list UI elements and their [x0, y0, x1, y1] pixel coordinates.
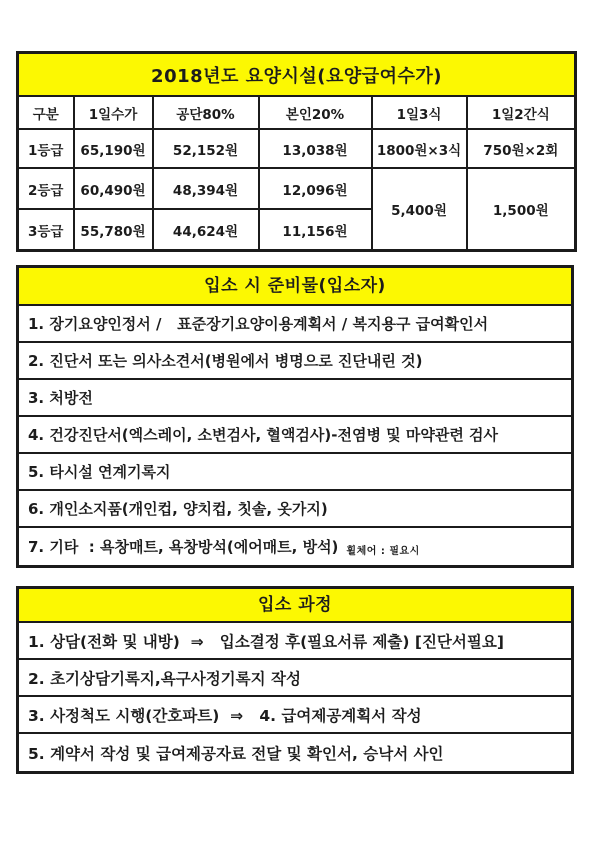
col-header-corp80: 공단80%	[153, 96, 259, 129]
wheelchair-note: 휠체어 : 필요시	[346, 546, 420, 557]
fee-row-grade2	[18, 168, 576, 209]
merged-meals-cell: 5,400원	[372, 168, 467, 251]
preparation-item-7	[19, 528, 571, 565]
preparation-item-1	[19, 306, 571, 343]
grade1-self: 13,038원	[259, 129, 372, 168]
grade2-daily: 60,490원	[74, 168, 153, 209]
grade1-corp: 52,152원	[153, 129, 259, 168]
grade2-corp: 48,394원	[153, 168, 259, 209]
col-header-meals: 1일3식	[372, 96, 467, 129]
preparation-item-text: 6. 개인소지품(개인컵, 양치컵, 칫솔, 옷가지)	[28, 500, 328, 518]
preparation-item-text: 5. 타시설 연계기록지	[28, 463, 171, 481]
process-step-text: 2. 초기상담기록지,욕구사정기록지 작성	[28, 669, 301, 688]
preparation-item-text: 2. 진단서 또는 의사소견서(병원에서 병명으로 진단내린 것)	[28, 352, 423, 370]
preparation-section	[16, 265, 574, 568]
preparation-item-5	[19, 454, 571, 491]
process-step-2	[19, 660, 571, 697]
grade3-label: 3등급	[18, 209, 74, 251]
preparation-item-text: 4. 건강진단서(엑스레이, 소변검사, 혈액검사)-전염병 및 마약관련 검사	[28, 426, 499, 444]
grade1-label: 1등급	[18, 129, 74, 168]
merged-snacks-cell: 1,500원	[467, 168, 576, 251]
preparation-item-text: 7. 기타 : 욕창매트, 욕창방석(에어매트, 방석)	[28, 538, 339, 556]
grade1-meals: 1800원×3식	[372, 129, 467, 168]
process-step-text: 5. 계약서 작성 및 급여제공자료 전달 및 확인서, 승낙서 사인	[28, 744, 444, 763]
grade3-corp: 44,624원	[153, 209, 259, 251]
process-title: 입소 과정	[19, 589, 571, 623]
process-step-1	[19, 623, 571, 660]
preparation-item-3	[19, 380, 571, 417]
fee-row-grade1	[18, 129, 576, 168]
col-header-gubun: 구분	[18, 96, 74, 129]
grade3-daily: 55,780원	[74, 209, 153, 251]
preparation-item-6	[19, 491, 571, 528]
preparation-item-4	[19, 417, 571, 454]
grade1-daily: 65,190원	[74, 129, 153, 168]
fee-table-title-row	[18, 53, 576, 97]
col-header-snacks: 1일2간식	[467, 96, 576, 129]
process-step-text: 3. 사정척도 시행(간호파트) ⇒ 4. 급여제공계획서 작성	[28, 706, 422, 725]
process-section	[16, 586, 574, 774]
col-header-daily: 1일수가	[74, 96, 153, 129]
fee-table-header-row	[18, 96, 576, 129]
preparation-title: 입소 시 준비물(입소자)	[19, 268, 571, 306]
grade3-self: 11,156원	[259, 209, 372, 251]
grade2-label: 2등급	[18, 168, 74, 209]
process-step-5	[19, 734, 571, 771]
preparation-item-text: 1. 장기요양인정서 / 표준장기요양이용계획서 / 복지용구 급여확인서	[28, 315, 489, 333]
col-header-self20: 본인20%	[259, 96, 372, 129]
process-step-3	[19, 697, 571, 734]
fee-table	[16, 51, 577, 252]
fee-table-title: 2018년도 요양시설(요양급여수가)	[18, 53, 576, 97]
preparation-item-2	[19, 343, 571, 380]
grade2-self: 12,096원	[259, 168, 372, 209]
preparation-item-text: 3. 처방전	[28, 389, 93, 407]
grade1-snacks: 750원×2회	[467, 129, 576, 168]
process-step-text: 1. 상담(전화 및 내방) ⇒ 입소결정 후(필요서류 제출) [진단서필요]	[28, 632, 504, 651]
